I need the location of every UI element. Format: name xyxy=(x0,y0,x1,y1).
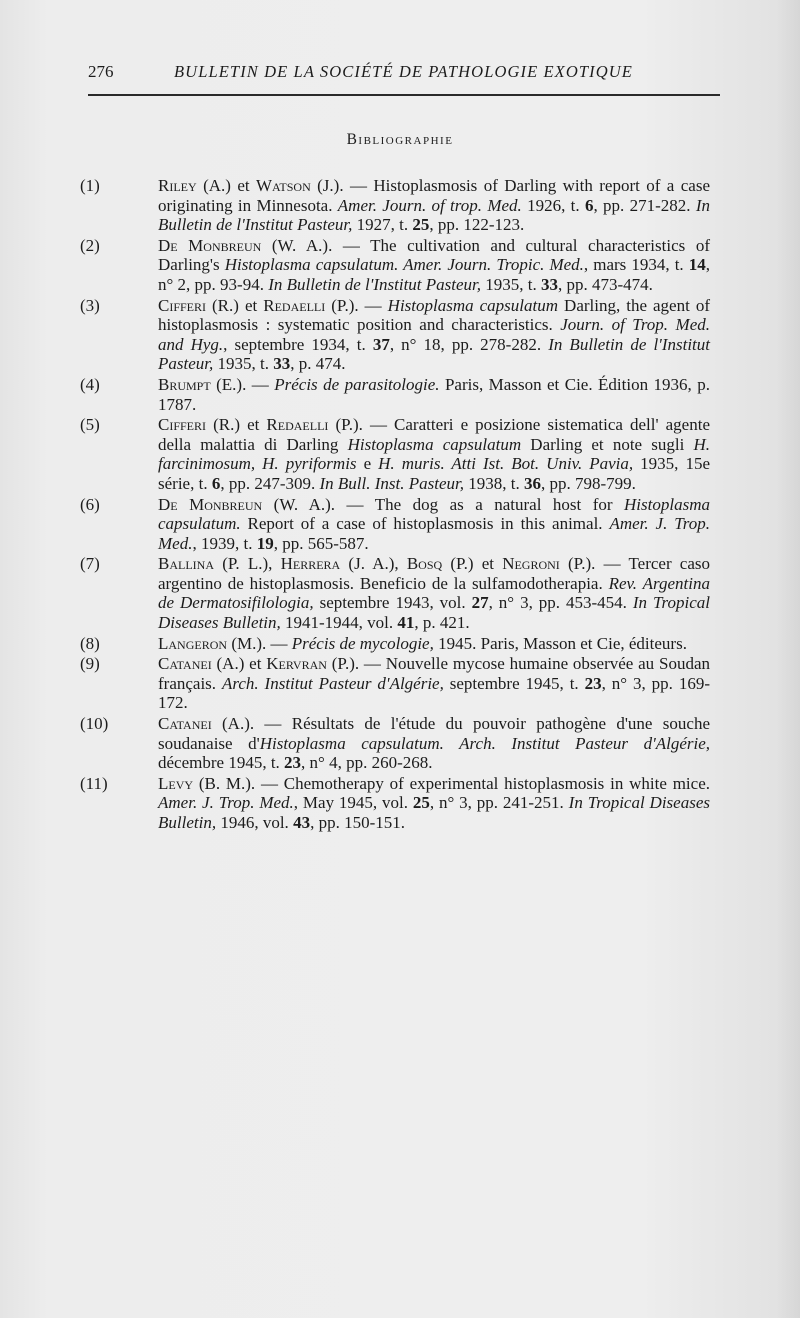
entry-fragment: 1941-1944, vol. xyxy=(280,613,398,633)
italic-title: Histoplasma capsulatum. Arch. Institut Pasteur d'Algérie, xyxy=(259,733,710,753)
entry-number: (5) xyxy=(80,415,100,435)
entry-fragment: (M.). — xyxy=(227,633,292,653)
entry-fragment: (J.). — Histoplasmosis of Darling with report of a case originating in Minnesota. xyxy=(158,176,710,215)
italic-title: Histoplasma capsulatum. Amer. Journ. Tropic. Med. xyxy=(224,255,584,275)
author-name: Cifferi xyxy=(158,415,207,435)
entry-fragment: (A.). — Résultats de l'étude du pouvoir pathogène d'une souche soudanaise d' xyxy=(158,714,710,753)
entry-fragment: (E.). — xyxy=(210,374,275,394)
entry-fragment: 1935, 15e série, t. xyxy=(158,454,710,493)
entry-number: (7) xyxy=(80,554,100,574)
author-name: Redaelli xyxy=(266,415,329,435)
volume-number: 33 xyxy=(273,354,291,374)
entry-fragment: , mars 1934, t. xyxy=(583,255,689,275)
italic-title: In Bulletin de l'Institut Pasteur, xyxy=(158,195,710,235)
italic-title: Histoplasma capsulatum xyxy=(347,434,522,454)
entry-number: (10) xyxy=(80,714,109,734)
entry-fragment: , pp. 473-474. xyxy=(558,274,653,294)
entry-number: (8) xyxy=(80,633,100,653)
page-header xyxy=(88,62,720,88)
italic-title: Précis de mycologie, xyxy=(291,633,434,653)
author-name: Negroni xyxy=(502,554,560,574)
author-name: Herrera xyxy=(280,554,341,574)
entry-fragment: 1938, t. xyxy=(464,473,524,493)
entry-number: (9) xyxy=(80,654,100,674)
italic-title: In Bulletin de l'Institut Pasteur, xyxy=(268,274,482,294)
entry-fragment: (R.) et xyxy=(206,415,267,435)
entry-text xyxy=(158,176,710,235)
author-name: Kervran xyxy=(266,654,327,674)
volume-number: 19 xyxy=(256,533,274,553)
entry-text xyxy=(158,236,710,295)
volume-number: 23 xyxy=(284,753,302,773)
entry-text xyxy=(158,774,710,833)
entry-fragment: Report of a case of histoplasmosis in this animal. xyxy=(240,514,610,534)
bibliography-entry xyxy=(80,654,710,713)
entry-fragment: 1926, t. xyxy=(521,195,585,215)
entry-text xyxy=(158,654,710,713)
author-name: Catanei xyxy=(158,654,212,674)
author-name: Redaelli xyxy=(263,295,326,315)
bibliography-entry xyxy=(80,236,710,295)
volume-number: 23 xyxy=(584,673,602,693)
bibliography-entry xyxy=(80,554,710,632)
author-name: Levy xyxy=(158,773,194,793)
author-name: Langeron xyxy=(158,633,228,653)
bibliography-list xyxy=(80,176,710,834)
entry-fragment: (R.) et xyxy=(206,295,264,315)
entry-fragment: 1935, t. xyxy=(481,274,542,294)
entry-fragment: , n° 3, pp. 169-172. xyxy=(158,673,710,713)
entry-fragment: septembre 1943, vol. xyxy=(313,593,472,613)
bibliography-entry xyxy=(80,634,710,654)
entry-fragment: , pp. 565-587. xyxy=(273,533,369,553)
author-name: Watson xyxy=(256,176,311,195)
entry-fragment: e xyxy=(356,454,379,474)
italic-title: Amer. J. Trop. Med. xyxy=(158,793,294,813)
entry-fragment: , p. 474. xyxy=(290,354,346,374)
entry-fragment: , pp. 798-799. xyxy=(540,473,636,493)
running-title: BULLETIN DE LA SOCIÉTÉ DE PATHOLOGIE EXOTIQUE xyxy=(174,62,633,81)
entry-number: (4) xyxy=(80,374,100,394)
entry-number: (2) xyxy=(80,235,100,255)
italic-title: H. muris. Atti Ist. Bot. Univ. Pavia, xyxy=(378,454,634,474)
entry-number: (1) xyxy=(80,176,100,195)
volume-number: 6 xyxy=(584,195,594,215)
author-name: Ballina xyxy=(158,554,214,574)
entry-fragment: , n° 18, pp. 278-282. xyxy=(389,334,549,354)
volume-number: 14 xyxy=(688,255,706,275)
author-name: De Monbreun xyxy=(158,494,263,514)
entry-fragment: septembre 1945, t. xyxy=(443,673,585,693)
italic-title: In Bulletin de l'Institut Pasteur, xyxy=(158,334,710,374)
entry-fragment: (P.). — Tercer caso argentino de histoplasmosis. Beneficio de la sulfamodotherapia. xyxy=(158,554,711,593)
volume-number: 37 xyxy=(372,334,390,354)
entry-fragment: , 1939, t. xyxy=(192,533,257,553)
volume-number: 36 xyxy=(523,473,541,493)
entry-number: (6) xyxy=(80,494,100,514)
entry-text xyxy=(158,375,710,414)
author-name: Catanei xyxy=(158,714,212,734)
italic-title: H. farcinimosum, H. pyriformis xyxy=(158,434,711,474)
bibliography-entry xyxy=(80,296,710,374)
bibliography-entry xyxy=(80,415,710,493)
entry-fragment: 1927, t. xyxy=(352,215,413,235)
italic-title: Amer. Journ. of trop. Med. xyxy=(337,195,522,215)
entry-text xyxy=(158,714,710,773)
entry-fragment: 1945. Paris, Masson et Cie, éditeurs. xyxy=(433,633,687,653)
page-number: 276 xyxy=(88,62,114,81)
entry-fragment: (A.) et xyxy=(211,654,267,674)
volume-number: 27 xyxy=(471,593,489,613)
italic-title: In Bull. Inst. Pasteur, xyxy=(319,473,464,493)
entry-fragment: , septembre 1934, t. xyxy=(223,334,373,354)
volume-number: 25 xyxy=(412,793,430,813)
italic-title: Histoplasma capsulatum. xyxy=(158,494,710,534)
author-name: Cifferi xyxy=(158,295,207,315)
section-title: Bibliographie xyxy=(346,131,454,148)
author-name: Bosq xyxy=(406,554,443,574)
entry-fragment: décembre 1945, t. xyxy=(158,753,285,773)
entry-fragment: , n° 3, pp. 453-454. xyxy=(488,593,633,613)
entry-fragment: , pp. 271-282. xyxy=(593,195,696,215)
entry-number: (11) xyxy=(80,773,108,793)
entry-fragment: (P. L.), xyxy=(214,554,281,574)
entry-fragment: 1935, t. xyxy=(213,354,274,374)
italic-title: Arch. Institut Pasteur d'Algérie, xyxy=(221,673,444,693)
italic-title: Amer. J. Trop. Med. xyxy=(158,514,710,553)
entry-fragment: (B. M.). — Chemotherapy of experimental histoplasmosis in white mice. xyxy=(193,773,710,793)
volume-number: 41 xyxy=(397,613,415,633)
italic-title: Histoplasma capsulatum xyxy=(387,295,559,315)
entry-fragment: (J. A.), xyxy=(340,554,407,574)
header-rule xyxy=(88,94,720,96)
entry-fragment: , n° 2, pp. 93-94. xyxy=(158,255,710,294)
entry-fragment: Darling et note sugli xyxy=(521,434,694,454)
entry-number: (3) xyxy=(80,295,100,315)
entry-fragment: , May 1945, vol. xyxy=(293,793,413,813)
entry-fragment: 1946, vol. xyxy=(216,813,294,832)
entry-fragment: (A.) et xyxy=(196,176,257,195)
entry-fragment: , pp. 122-123. xyxy=(429,215,525,235)
entry-fragment: , pp. 247-309. xyxy=(220,473,320,493)
volume-number: 6 xyxy=(211,473,221,493)
entry-fragment: (P.). — xyxy=(325,295,388,315)
entry-fragment: (W. A.). — The dog as a natural host for xyxy=(262,494,625,514)
entry-fragment: Darling, the agent of histoplasmosis : systematic position and characteristics. xyxy=(158,295,710,335)
bibliography-entry xyxy=(80,774,710,833)
entry-fragment: (P.) et xyxy=(442,554,503,574)
entry-text xyxy=(158,554,710,632)
italic-title: Journ. of Trop. Med. and Hyg. xyxy=(158,315,710,354)
entry-text xyxy=(158,495,710,554)
author-name: De Monbreun xyxy=(158,235,262,255)
entry-fragment: , pp. 150-151. xyxy=(310,813,405,832)
entry-fragment: , n° 3, pp. 241-251. xyxy=(429,793,569,813)
entry-fragment: (W. A.). — The cultivation and cultural characteristics of Darling's xyxy=(158,235,710,275)
entry-text xyxy=(158,415,710,493)
entry-text xyxy=(158,296,710,374)
entry-text xyxy=(158,634,710,654)
entry-fragment: (P.). — Caratteri e posizione sistematica dell' agente della malattia di Darling xyxy=(158,415,710,454)
author-name: Riley xyxy=(158,176,197,195)
bibliography-entry xyxy=(80,375,710,414)
volume-number: 43 xyxy=(293,813,311,832)
author-name: Brumpt xyxy=(158,374,211,394)
entry-fragment: , p. 421. xyxy=(414,613,470,633)
entry-fragment: , n° 4, pp. 260-268. xyxy=(301,753,433,773)
italic-title: Précis de parasitologie. xyxy=(274,374,440,394)
italic-title: Rev. Argentina de Dermatosifilologia, xyxy=(158,573,710,613)
bibliography-entry xyxy=(80,176,710,235)
bibliography-entry xyxy=(80,714,710,773)
italic-title: In Tropical Diseases Bulletin, xyxy=(158,593,710,633)
entry-fragment: Paris, Masson et Cie. Édition 1936, p. 1787. xyxy=(158,374,710,414)
volume-number: 25 xyxy=(412,215,430,235)
entry-fragment: (P.). — Nouvelle mycose humaine observée au Soudan français. xyxy=(158,654,710,693)
bibliography-entry xyxy=(80,495,710,554)
volume-number: 33 xyxy=(541,274,559,294)
italic-title: In Tropical Diseases Bulletin, xyxy=(158,793,710,832)
